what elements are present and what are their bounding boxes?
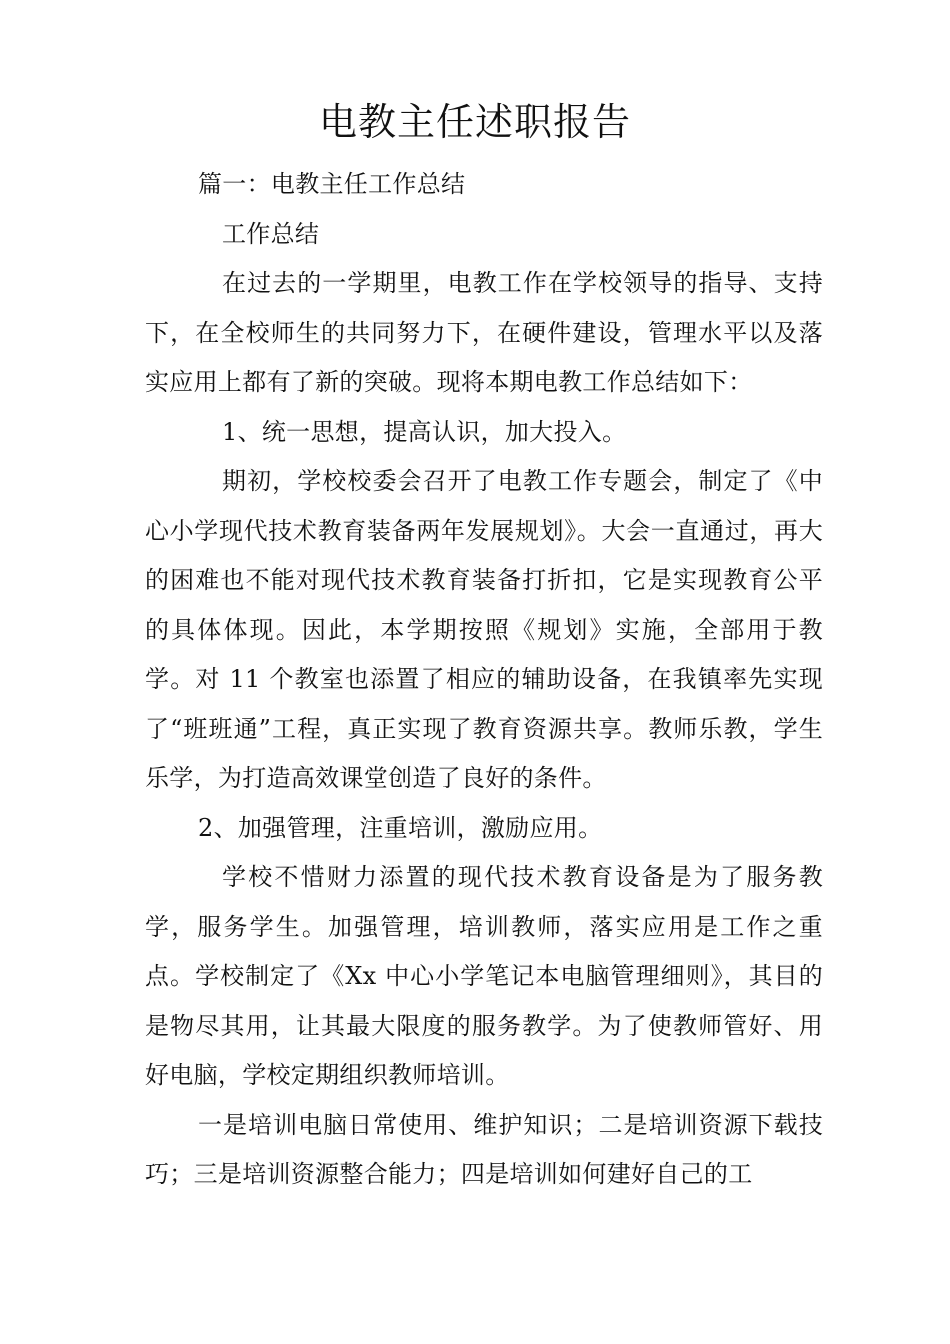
list-heading-2: 2、加强管理，注重培训，激励应用。: [198, 813, 603, 842]
paragraph-investment: 期初，学校校委会召开了电教工作专题会，制定了《中心小学现代技术教育装备两年发展规划》。大会一直通过，再大的困难也不能对现代技术教育装备打折扣，它是实现教育公平的具体体现。因此，本学期按照《规划》实施，全部用于教学。对 11 个教室也添置了相应的辅助设备，在我镇率先实现了“班班通”工程，真正实现了教育资源共享。教师乐教，学生乐学，为打造高效课堂创造了良好的条件。: [145, 467, 823, 792]
document-title: 电教主任述职报告: [318, 100, 631, 144]
paragraph-training: 一是培训电脑日常使用、维护知识；二是培训资源下载技巧；三是培训资源整合能力；四是培训如何建好自己的工: [145, 1110, 823, 1188]
subheading: 工作总结: [222, 219, 320, 248]
paragraph-intro: 在过去的一学期里，电教工作在学校领导的指导、支持下，在全校师生的共同努力下，在硬件建设，管理水平以及落实应用上都有了新的突破。现将本期电教工作总结如下：: [145, 269, 823, 396]
list-heading-1: 1、统一思想，提高认识，加大投入。: [222, 417, 627, 446]
section-heading: 篇一：电教主任工作总结: [198, 170, 466, 198]
document-body: [145, 160, 823, 1200]
paragraph-management: 学校不惜财力添置的现代技术教育设备是为了服务教学，服务学生。加强管理，培训教师，落实应用是工作之重点。学校制定了《Xx 中心小学笔记本电脑管理细则》，其目的是物尽其用，让其最大限度的服务教学。为了使教师管好、用好电脑，学校定期组织教师培训。: [145, 863, 823, 1089]
